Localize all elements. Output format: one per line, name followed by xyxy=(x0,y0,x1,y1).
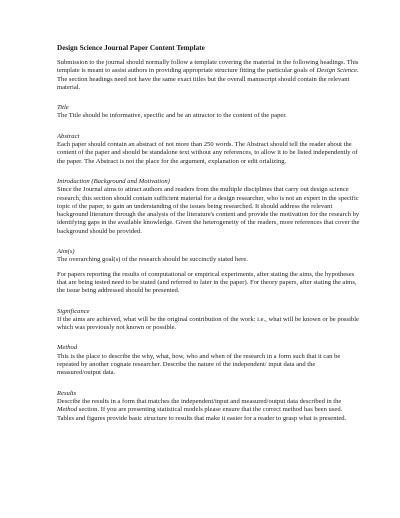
results-method-ref: Method xyxy=(57,406,78,414)
section-paragraph: For papers reporting the results of computational or empirical experiments, after stating the aims, the hypotheses that are being tested need to be stated (and referred to later in the paper). For theory papers, after stating the aims, the issue being addressed should be presented. xyxy=(57,270,357,295)
intro-journal-name: Design Science xyxy=(316,67,357,75)
section-paragraph: Each paper should contain an abstract of not more than 250 words. The Abstract should tell the reader about the content of the paper and should be standalone text without any references, to allow it to be listed independently of the paper. The Abstract is not the place for the argument, explanation or edit orializing. xyxy=(57,141,358,165)
section-paragraph: Since the Journal aims to attract authors and readers from the multiple disciplines that carry out design science research, this section should contain sufficient material for a design researcher, who is not an expert in the specific topic of the paper, to gain an understanding of the issues being researched. It should address the relevant background literature through the analysis of the literature's content and provide the motivation for the research by identifying gaps in the available knowledge. Given the heterogeneity of the readers, more references that cover the background should be provided. xyxy=(57,186,360,235)
section-paragraph: The overarching goal(s) of the research should be succinctly stated here. xyxy=(57,256,248,264)
intro-paragraph xyxy=(57,59,360,92)
section-title xyxy=(57,104,360,121)
section-heading: Abstract xyxy=(57,132,80,140)
intro-text: Submission to the journal should normally follow a template covering the material in the following headings. This template is meant to assist authors in providing appropriate structure fitting the particular goals of xyxy=(57,59,359,75)
section-heading: Method xyxy=(57,344,78,352)
section-results xyxy=(57,390,360,423)
section-paragraph: The Title should be informative, specific and be an attractor to the content of the paper. xyxy=(57,112,287,120)
section-paragraph: If the aims are achieved, what will be the original contribution of the work: i.e., what will be known or be possible which was previously not known or possible. xyxy=(57,315,359,332)
section-introduction xyxy=(57,178,360,236)
section-significance xyxy=(57,308,360,333)
intro-text-end: . The section headings need not have the same exact titles but the overall manuscript should contain the relevant material. xyxy=(57,67,359,91)
section-abstract xyxy=(57,133,360,166)
results-text: Describe the results in a form that matches the independent/input and measured/output data described in the xyxy=(57,397,342,405)
section-aims xyxy=(57,248,360,295)
section-heading: Aim(s) xyxy=(57,248,75,256)
section-heading: Introduction (Background and Motivation) xyxy=(57,177,170,185)
document-title: Design Science Journal Paper Content Template xyxy=(57,44,205,52)
results-text-end: section. If you are presenting statistical models please ensure that the correct method has been used. Tables and figures provide basic structure to results that make it easier for a reader to grasp what is presented. xyxy=(57,406,347,422)
section-paragraph: This is the place to describe the why, what, how, who and when of the research in a form such that it can be repeated by another cognate researcher. Describe the nature of the independent/ input data and the measured/output data. xyxy=(57,352,341,377)
section-heading: Title xyxy=(57,104,69,112)
section-method xyxy=(57,344,360,377)
section-paragraph xyxy=(57,398,360,423)
section-heading: Significance xyxy=(57,307,90,315)
section-heading: Results xyxy=(57,389,77,397)
